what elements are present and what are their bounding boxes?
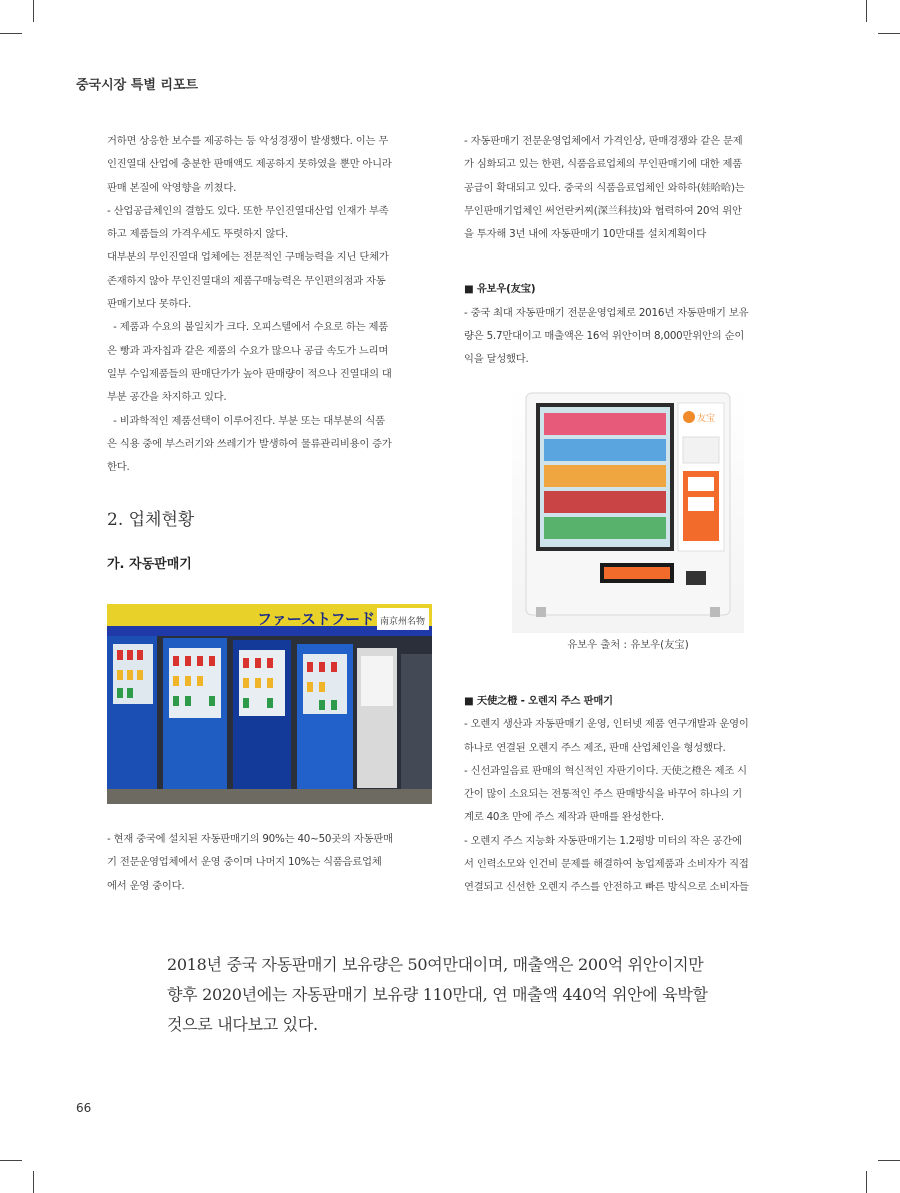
text-line: 일부 수입제품들의 판매단가가 높아 판매량이 적으나 진열대의 대 (107, 367, 392, 380)
text-line: 계로 40초 만에 주스 제작과 판매를 완성한다. (464, 811, 664, 824)
text-line: 공급이 확대되고 있다. 중국의 식품음료업체인 와하하(娃哈哈)는 (464, 181, 745, 194)
text-line: 익을 달성했다. (464, 353, 529, 366)
text-line: - 현재 중국에 설치된 자동판매기의 90%는 40~50곳의 자동판매 (107, 833, 393, 845)
text-line: - 자동판매기 전문운영업체에서 가격인상, 판매경쟁와 같은 문제 (464, 135, 743, 147)
right-column-orange (464, 690, 749, 900)
text-line: - 산업공급체인의 결함도 있다. 또한 무인진열대산업 인재가 부족 (107, 204, 389, 217)
crop-mark (0, 33, 22, 34)
crop-mark (33, 0, 34, 22)
text-line: - 오렌지 생산과 자동판매기 운영, 인터넷 제품 연구개발과 운영이 (464, 718, 749, 731)
text-line: 판매 본질에 악영향을 끼쳤다. (107, 181, 237, 194)
text-line: 은 빵과 과자칩과 같은 제품의 수요가 많으나 공급 속도가 느리며 (107, 344, 389, 357)
youbao-heading: ■ 유보우(友宝) (464, 283, 536, 296)
text-line: 한다. (107, 461, 130, 474)
quote-line: 2018년 중국 자동판매기 보유량은 50여만대이며, 매출액은 200억 위안이지만 (167, 955, 704, 974)
crop-mark (878, 33, 900, 34)
crop-mark (33, 1171, 34, 1193)
text-line: - 오렌지 주스 지능화 자동판매기는 1.2평방 미터의 작은 공간에 (464, 834, 742, 847)
machine-brand: 友宝 (697, 414, 716, 424)
pull-quote (167, 950, 767, 1040)
text-line: - 비과학적인 제품선택이 이루어진다. 부분 또는 대부분의 식품 (107, 414, 385, 427)
text-line: 량은 5.7만대이고 매출액은 16억 위안이며 8,000만위안의 순이 (464, 330, 745, 343)
crop-mark (866, 1171, 867, 1193)
orange-heading: ■ 天使之橙 - 오렌지 주스 판매기 (464, 695, 613, 707)
section-title: 2. 업체현황 (107, 510, 195, 530)
text-line: 부분 공간을 차지하고 있다. (107, 391, 227, 404)
page-number: 66 (76, 1101, 92, 1115)
text-line: 하고 제품들의 가격우세도 뚜렷하지 않다. (107, 228, 289, 241)
right-column-intro (464, 130, 794, 372)
text-line: 서 인력소모와 인건비 문제를 해결하여 농업제품과 소비자가 직접 (464, 858, 749, 871)
crop-mark (0, 1160, 22, 1161)
text-line: 무인판매기업체인 써언란커찌(深兰科技)와 협력하여 20억 위안 (464, 204, 742, 217)
text-line: 판매기보다 못하다. (107, 298, 192, 311)
text-line: 에서 운영 중이다. (107, 879, 185, 892)
left-column-text (107, 130, 435, 479)
crop-mark (866, 0, 867, 22)
text-line: 가 심화되고 있는 한편, 식품음료업체의 무인판매기에 대한 제품 (464, 158, 742, 171)
youbao-machine-image (512, 385, 744, 633)
text-line: 을 투자해 3년 내에 자동판매기 10만대를 설치계획이다 (464, 228, 707, 241)
quote-line: 것으로 내다보고 있다. (167, 1015, 318, 1034)
text-line: 존재하지 않아 무인진열대의 제품구매능력은 무인편의점과 자동 (107, 274, 386, 287)
crop-mark (878, 1160, 900, 1161)
photo-banner-text: ファーストフード (257, 610, 376, 628)
text-line: 은 식용 중에 부스러기와 쓰레기가 발생하여 물류관리비용이 증가 (107, 437, 392, 450)
text-line: - 신선과일음료 판매의 혁신적인 자판기이다. 天使之橙은 제조 시 (464, 764, 747, 777)
left-caption (107, 828, 393, 898)
text-line: 하나로 연결된 오렌지 주스 제조, 판매 산업체인을 형성했다. (464, 741, 726, 754)
photo-sign-text: 南京州名物 (380, 617, 426, 627)
text-line: 간이 많이 소요되는 전통적인 주스 판매방식을 바꾸어 하나의 기 (464, 788, 742, 801)
text-line: - 제품과 수요의 불일치가 크다. 오피스텔에서 수요로 하는 제품 (107, 321, 388, 334)
vending-machines-photo (107, 604, 432, 804)
text-line: 연결되고 신선한 오렌지 주스를 안전하고 빠른 방식으로 소비자들 (464, 881, 749, 894)
text-line: 거하면 상응한 보수를 제공하는 등 악성경쟁이 발생했다. 이는 무 (107, 135, 389, 147)
text-line: 대부분의 무인진열대 업체에는 전문적인 구매능력을 지닌 단체가 (107, 251, 389, 264)
quote-line: 향후 2020년에는 자동판매기 보유량 110만대, 연 매출액 440억 위안에 육박할 (167, 985, 708, 1004)
text-line: 인진열대 산업에 충분한 판매액도 제공하지 못하였을 뿐만 아니라 (107, 158, 392, 171)
machine-caption: 유보우 출처 : 유보우(友宝) (567, 639, 689, 651)
spacer (464, 246, 794, 269)
running-header: 중국시장 특별 리포트 (76, 78, 199, 93)
text-line: 기 전문운영업체에서 운영 중이며 나머지 10%는 식품음료업체 (107, 856, 382, 869)
sub-title: 가. 자동판매기 (107, 557, 192, 572)
text-line: - 중국 최대 자동판매기 전문운영업체로 2016년 자동판매기 보유 (464, 306, 749, 319)
